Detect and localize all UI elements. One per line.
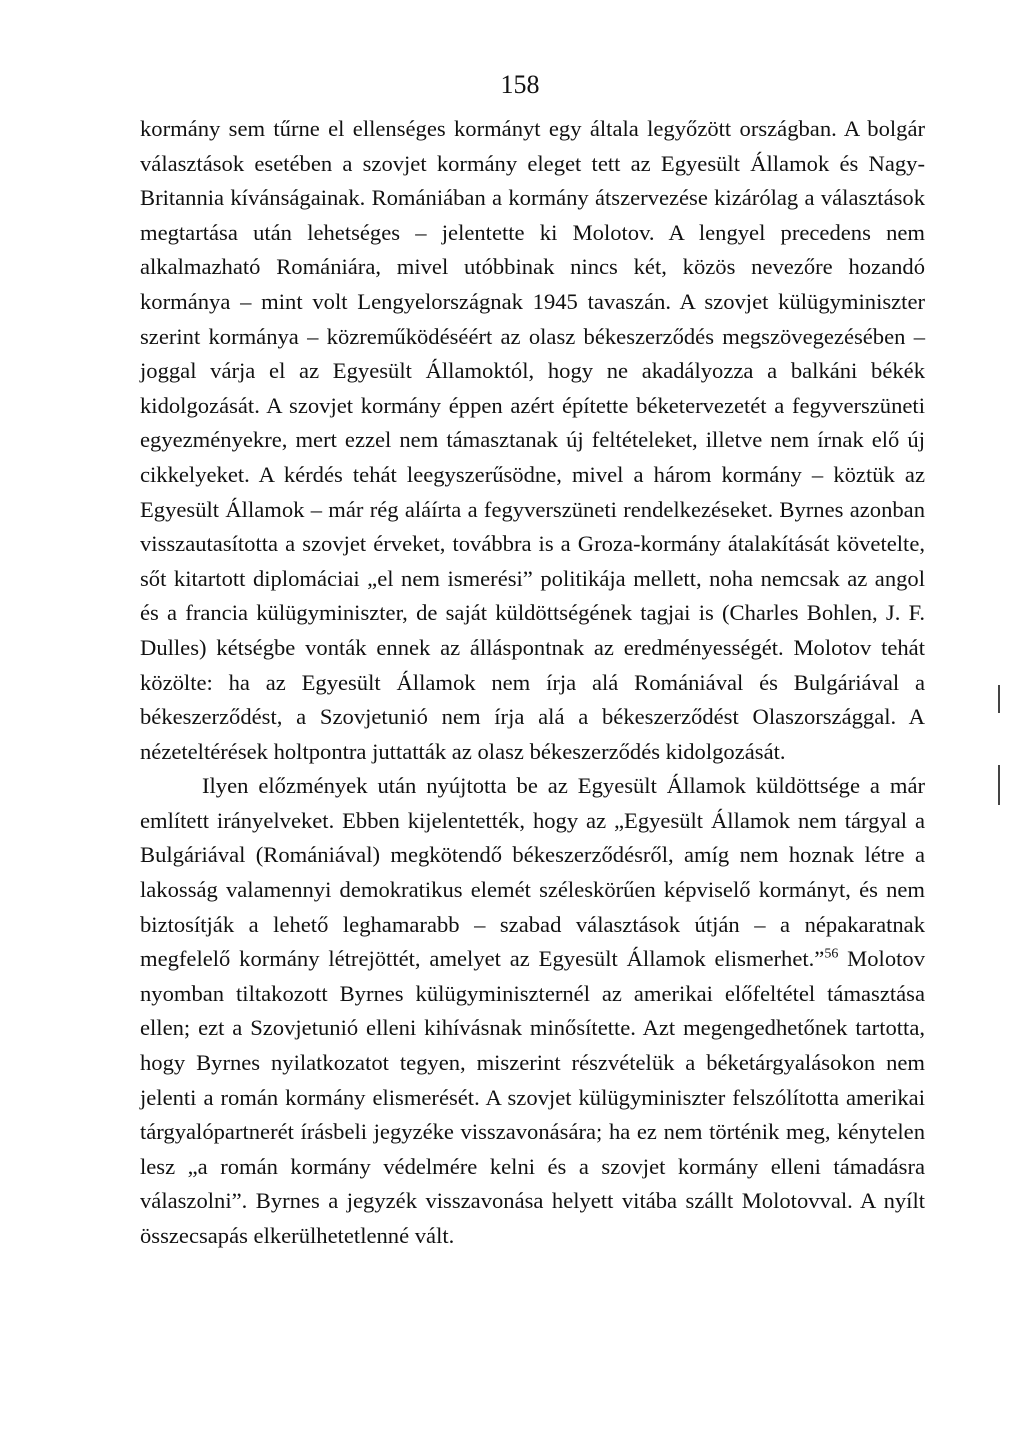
- scan-mark: [998, 685, 1000, 713]
- margin-scan-marks: [990, 580, 1010, 780]
- paragraph-2-text-before-ref: Ilyen előzmények után nyújtotta be az Egyesült Államok küldöttsége a már említett irányelveket. Ebben kijelentették, hogy az „Egyesült Államok nem tárgyal a Bulgáriával (Romániával) megkötendő békeszerződésről, amíg nem hoznak létre a lakosság valamennyi demokratikus elemét széleskörűen képviselő kormányt, és nem biztosítják a lehető leghamarabb – szabad választások útján – a népakaratnak megfelelő kormány létrejöttét, amelyet az Egyesült Államok elismerhet.”: [140, 773, 925, 972]
- page-number: 158: [500, 70, 540, 99]
- paragraph-2: [140, 769, 925, 1253]
- body-text: [140, 112, 925, 1254]
- paragraph-1: kormány sem tűrne el ellenséges kormányt egy általa legyőzött országban. A bolgár választások esetében a szovjet kormány eleget tett az Egyesült Államok és Nagy-Britannia kívánságainak. Romániában a kormány átszervezése kizárólag a választások megtartása után lehetséges – jelentette ki Molotov. A lengyel precedens nem alkalmazható Romániára, mivel utóbbinak nincs két, közös nevezőre hozandó kormánya – mint volt Lengyelországnak 1945 tavaszán. A szovjet külügyminiszter szerint kormánya – közreműködéséért az olasz békeszerződés megszövegezésében – joggal várja el az Egyesült Államoktól, hogy ne akadályozza a balkáni békék kidolgozását. A szovjet kormány éppen azért építette béketervezetét a fegyverszüneti egyezményekre, mert ezzel nem támasztanak új feltételeket, illetve nem írnak elő új cikkelyeket. A kérdés tehát leegyszerűsödne, mivel a három kormány – köztük az Egyesült Államok – már rég aláírta a fegyverszüneti rendelkezéseket. Byrnes azonban visszautasította a szovjet érveket, továbbra is a Groza-kormány átalakítását követelte, sőt kitartott diplomáciai „el nem ismerési” politikája mellett, noha nemcsak az angol és a francia külügyminiszter, de saját küldöttségének tagjai is (Charles Bohlen, J. F. Dulles) kétségbe vonták ennek az álláspontnak az eredményességét. Molotov tehát közölte: ha az Egyesült Államok nem írja alá Romániával és Bulgáriával a békeszerződést, a Szovjetunió nem írja alá a békeszerződést Olaszországgal. A nézeteltérések holtpontra juttatták az olasz békeszerződés kidolgozását.: [140, 116, 925, 764]
- paragraph-2-text-after-ref: Molotov nyomban tiltakozott Byrnes külügyminiszternél az amerikai előfeltétel támasztása ellen; ezt a Szovjetunió elleni kihívásnak minősítette. Azt megengedhetőnek tartotta, hogy Byrnes nyilatkozatot tegyen, miszerint részvételük a béketárgyalásokon nem jelenti a román kormány elismerését. A szovjet külügyminiszter felszólította amerikai tárgyalópartnerét írásbeli jegyzéke visszavonására; ha ez nem történik meg, kénytelen lesz „a román kormány védelmére kelni és a szovjet kormány elleni támadásra válaszolni”. Byrnes a jegyzék visszavonása helyett vitába szállt Molotovval. A nyílt összecsapás elkerülhetetlenné vált.: [140, 946, 925, 1248]
- scan-mark: [998, 765, 1000, 805]
- footnote-reference-56: 56: [824, 946, 839, 962]
